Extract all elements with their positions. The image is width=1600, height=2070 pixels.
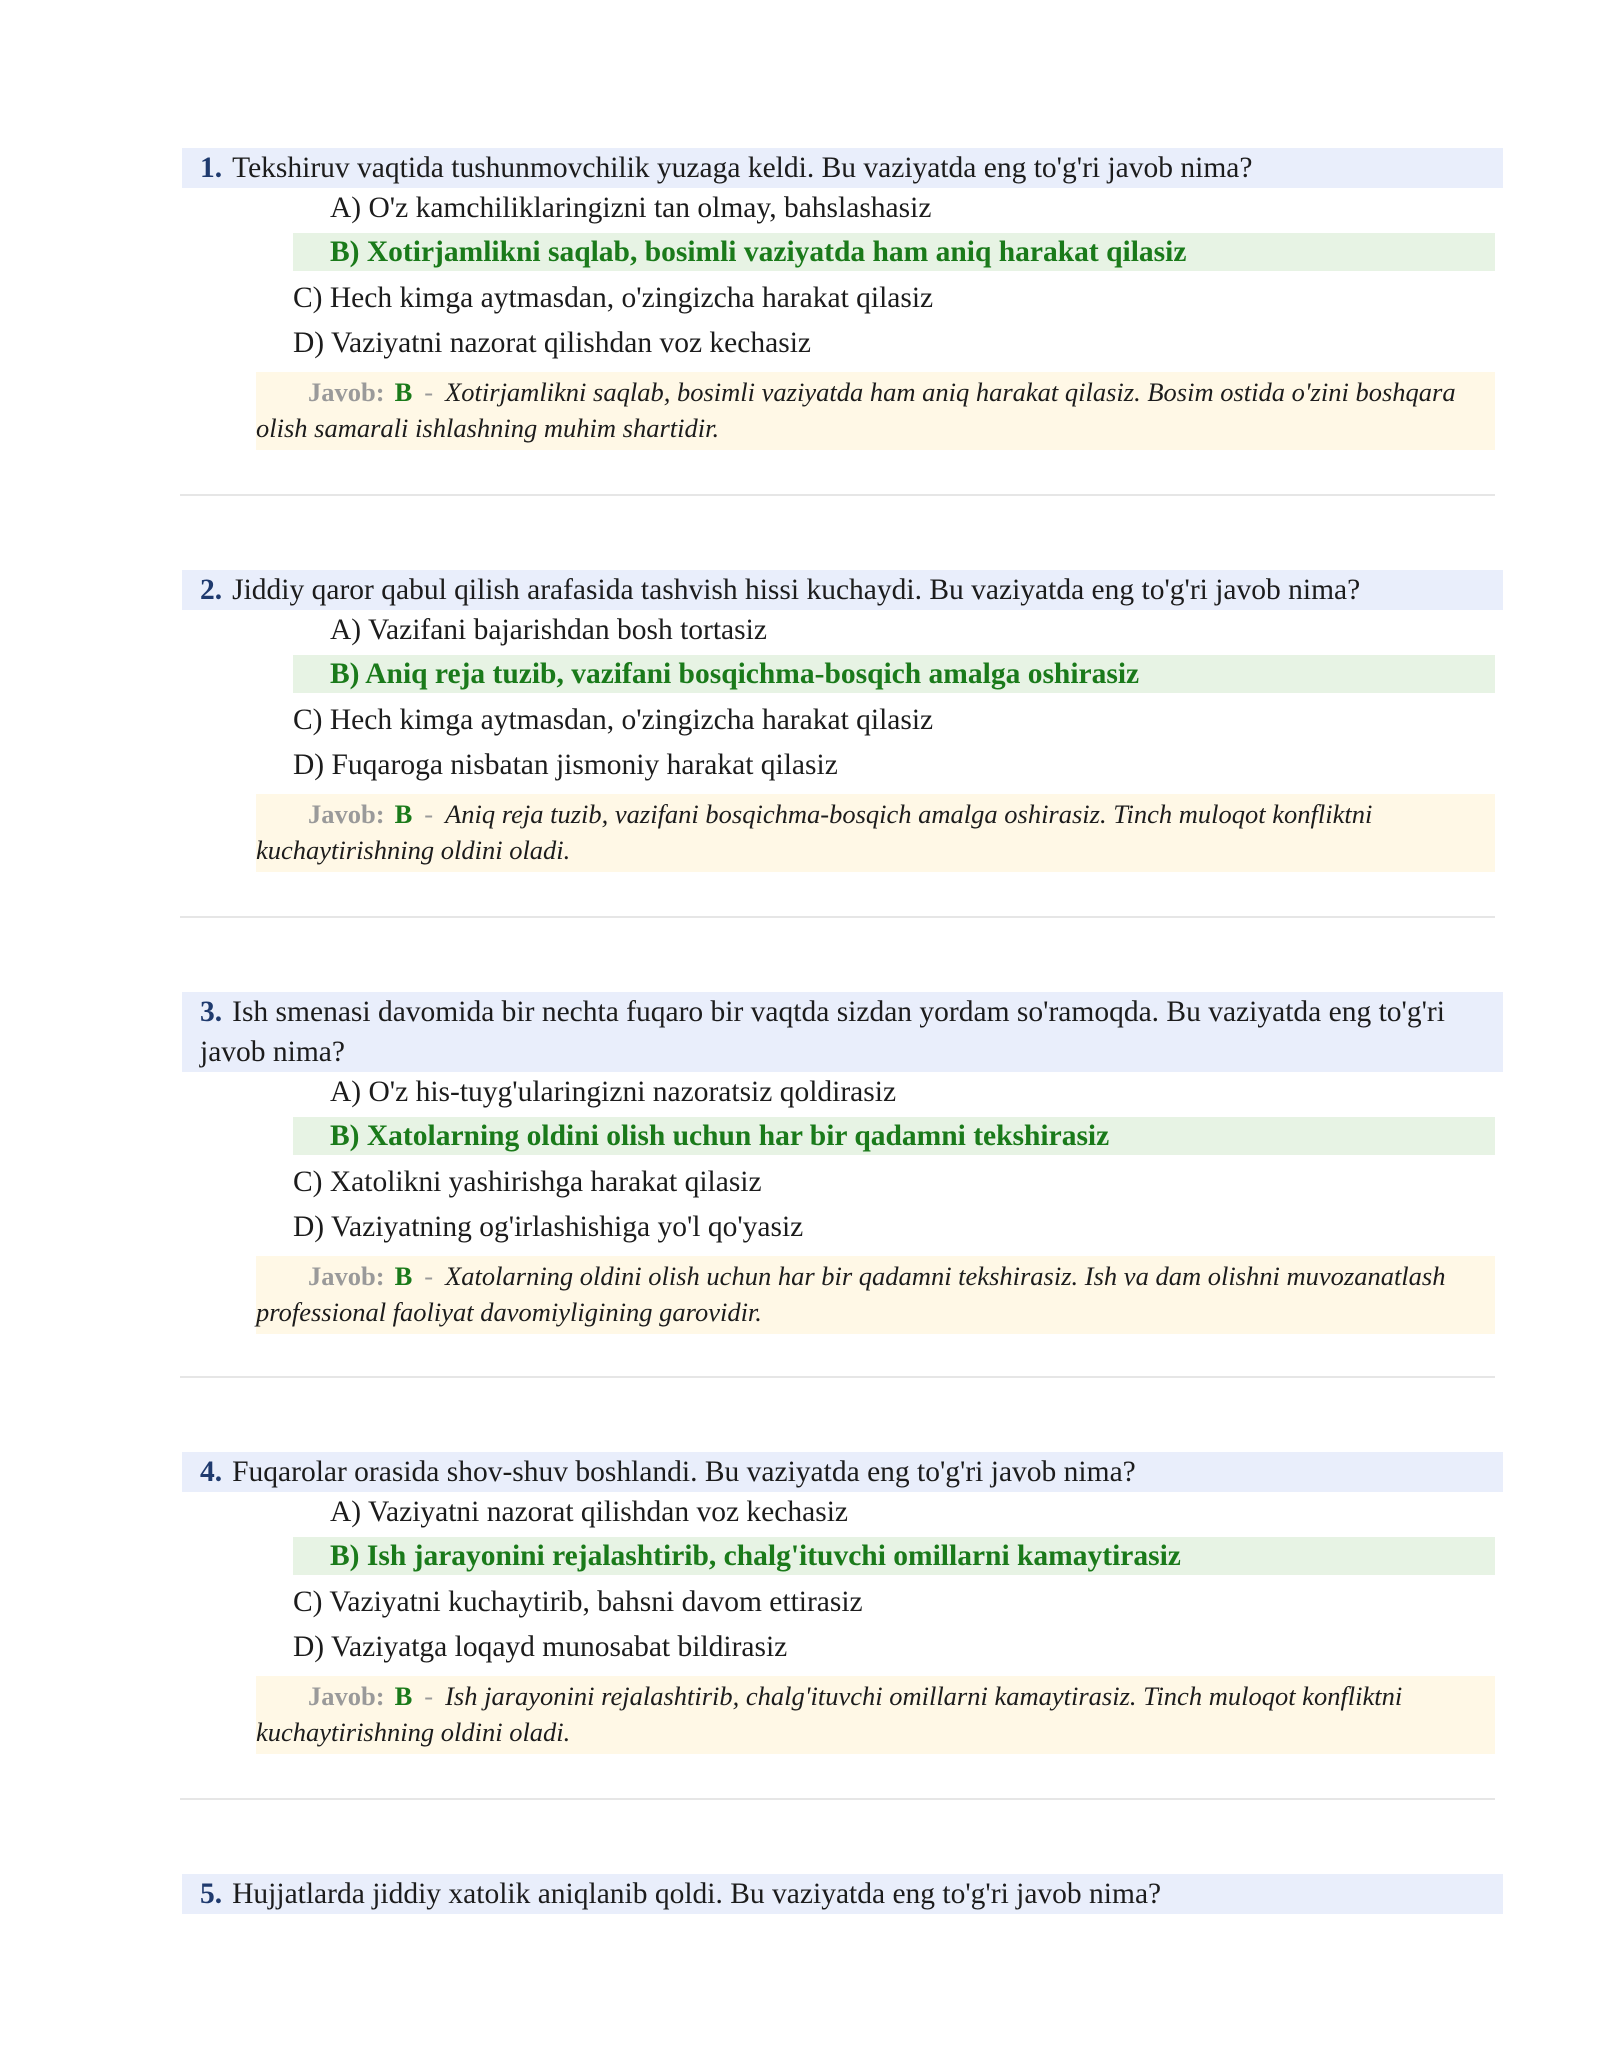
option-d: D) Fuqaroga nisbatan jismoniy harakat qilasiz bbox=[293, 749, 838, 781]
answer-label: Javob: bbox=[308, 1681, 385, 1711]
separator bbox=[180, 494, 1495, 496]
separator bbox=[180, 1376, 1495, 1378]
option-b-correct: B) Aniq reja tuzib, vazifani bosqichma-bosqich amalga oshirasiz bbox=[293, 655, 1495, 693]
question-text: Hujjatlarda jiddiy xatolik aniqlanib qoldi. Bu vaziyatda eng to'g'ri javob nima? bbox=[232, 1878, 1162, 1910]
answer-explanation: Xotirjamlikni saqlab, bosimli vaziyatda ham aniq harakat qilasiz. Bosim ostida o'zini boshqara olish samarali ishlashning muhim shartidir. bbox=[256, 377, 1456, 443]
option-b-correct: B) Xotirjamlikni saqlab, bosimli vaziyatda ham aniq harakat qilasiz bbox=[293, 233, 1495, 271]
option-c: C) Xatolikni yashirishga harakat qilasiz bbox=[293, 1166, 762, 1198]
option-c: C) Hech kimga aytmasdan, o'zingizcha harakat qilasiz bbox=[293, 704, 934, 736]
option-d: D) Vaziyatning og'irlashishiga yo'l qo'yasiz bbox=[293, 1211, 804, 1243]
question-text: Jiddiy qaror qabul qilish arafasida tashvish hissi kuchaydi. Bu vaziyatda eng to'g'ri javob nima? bbox=[232, 574, 1361, 606]
option-a: A) Vazifani bajarishdan bosh tortasiz bbox=[330, 614, 767, 646]
question-text: Fuqarolar orasida shov-shuv boshlandi. Bu vaziyatda eng to'g'ri javob nima? bbox=[232, 1456, 1136, 1488]
answer-dash: - bbox=[424, 799, 434, 829]
question-header bbox=[182, 570, 1503, 610]
answer-dash: - bbox=[424, 377, 434, 407]
option-a: A) O'z his-tuyg'ularingizni nazoratsiz qoldirasiz bbox=[330, 1076, 897, 1108]
answer-explanation: Xatolarning oldini olish uchun har bir qadamni tekshirasiz. Ish va dam olishni muvozanatlash professional faoliyat davomiyligining garovidir. bbox=[256, 1261, 1446, 1327]
question-header bbox=[182, 1874, 1503, 1914]
option-b-correct: B) Ish jarayonini rejalashtirib, chalg'ituvchi omillarni kamaytirasiz bbox=[293, 1537, 1495, 1575]
answer-box bbox=[256, 1676, 1495, 1754]
question-header bbox=[182, 992, 1503, 1072]
option-a: A) O'z kamchiliklaringizni tan olmay, bahslashasiz bbox=[330, 192, 932, 224]
question-text: Tekshiruv vaqtida tushunmovchilik yuzaga keldi. Bu vaziyatda eng to'g'ri javob nima? bbox=[232, 152, 1253, 184]
question-3 bbox=[180, 992, 1495, 1334]
answer-letter: B bbox=[394, 799, 413, 829]
question-number: 5. bbox=[200, 1878, 223, 1910]
question-header bbox=[182, 1452, 1503, 1492]
answer-label: Javob: bbox=[308, 799, 385, 829]
answer-dash: - bbox=[424, 1681, 434, 1711]
question-number: 4. bbox=[200, 1456, 223, 1488]
question-1 bbox=[180, 148, 1495, 450]
answer-box bbox=[256, 372, 1495, 450]
question-number: 1. bbox=[200, 152, 223, 184]
option-b-correct: B) Xatolarning oldini olish uchun har bir qadamni tekshirasiz bbox=[293, 1117, 1495, 1155]
question-number: 3. bbox=[200, 996, 223, 1028]
option-d: D) Vaziyatga loqayd munosabat bildirasiz bbox=[293, 1631, 788, 1663]
option-a: A) Vaziyatni nazorat qilishdan voz kechasiz bbox=[330, 1496, 848, 1528]
option-c: C) Vaziyatni kuchaytirib, bahsni davom ettirasiz bbox=[293, 1586, 863, 1618]
question-number: 2. bbox=[200, 574, 223, 606]
question-2 bbox=[180, 570, 1495, 872]
option-d: D) Vaziyatni nazorat qilishdan voz kechasiz bbox=[293, 327, 811, 359]
answer-explanation: Ish jarayonini rejalashtirib, chalg'ituvchi omillarni kamaytirasiz. Tinch muloqot konfliktni kuchaytirishning oldini oladi. bbox=[256, 1681, 1403, 1747]
question-4 bbox=[180, 1452, 1495, 1754]
separator bbox=[180, 916, 1495, 918]
answer-letter: B bbox=[394, 1261, 413, 1291]
answer-label: Javob: bbox=[308, 377, 385, 407]
question-text: Ish smenasi davomida bir nechta fuqaro bir vaqtda sizdan yordam so'ramoqda. Bu vaziyatda eng to'g'ri javob nima? bbox=[200, 996, 1445, 1068]
answer-box bbox=[256, 1256, 1495, 1334]
question-header bbox=[182, 148, 1503, 188]
answer-explanation: Aniq reja tuzib, vazifani bosqichma-bosqich amalga oshirasiz. Tinch muloqot konfliktni kuchaytirishning oldini oladi. bbox=[256, 799, 1373, 865]
answer-dash: - bbox=[424, 1261, 434, 1291]
answer-letter: B bbox=[394, 377, 413, 407]
answer-box bbox=[256, 794, 1495, 872]
answer-label: Javob: bbox=[308, 1261, 385, 1291]
question-5 bbox=[180, 1874, 1495, 1914]
separator bbox=[180, 1798, 1495, 1800]
option-c: C) Hech kimga aytmasdan, o'zingizcha harakat qilasiz bbox=[293, 282, 934, 314]
answer-letter: B bbox=[394, 1681, 413, 1711]
